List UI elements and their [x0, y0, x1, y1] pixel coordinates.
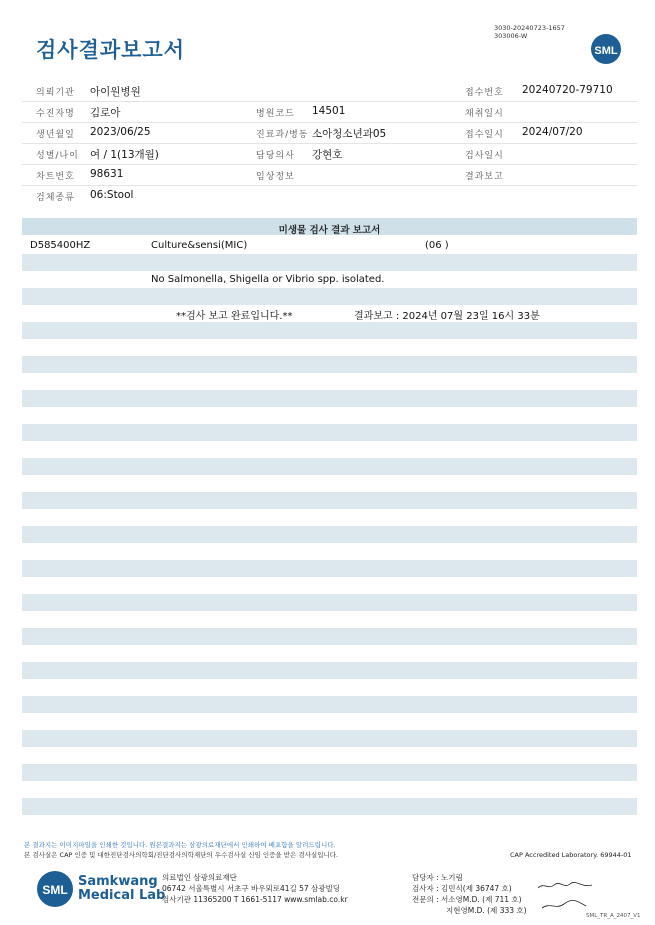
result-row-band: [22, 560, 637, 577]
info-row: [22, 101, 637, 123]
hospital-code-label: 병원코드: [256, 109, 295, 119]
result-row-band: [22, 696, 637, 713]
sex-age-label: 성별/나이: [36, 151, 79, 161]
lab-address-block: [162, 872, 348, 905]
result-row-band: [22, 424, 637, 441]
form-code: SML_TR_A_2407_V1: [586, 913, 641, 919]
receipt-no-value: 20240720-79710: [522, 84, 613, 96]
org-name: 의료법인 삼광의료재단: [162, 873, 237, 882]
clinical-label: 임상정보: [256, 172, 295, 182]
patient-label: 수진자명: [36, 109, 75, 119]
specimen-code: (06 ): [425, 240, 449, 251]
result-row-band: [22, 288, 637, 305]
result-section-title: 미생물 검사 결과 보고서: [278, 225, 381, 236]
info-row: [22, 143, 637, 165]
result-row-band: [22, 594, 637, 611]
result-row-band: [22, 254, 637, 271]
logo-text: SML: [594, 45, 618, 57]
completion-note: **검사 보고 완료입니다.**: [176, 311, 293, 322]
result-row-band: [22, 356, 637, 373]
result-row-band: [22, 390, 637, 407]
tester-signature: [536, 880, 596, 892]
info-row: [22, 164, 637, 186]
hospital-label: 의뢰기관: [36, 88, 75, 98]
brand-line-1: Samkwang: [78, 874, 158, 889]
dept-label: 진료과/병동: [256, 130, 309, 140]
result-row-band: [22, 628, 637, 645]
result-row-band: [22, 526, 637, 543]
staff-specialist-1: 전문의 : 서소영M.D. (제 711 호): [412, 895, 522, 904]
staff-block: [412, 872, 527, 916]
receipt-no-label: 접수번호: [465, 88, 504, 98]
info-row: [22, 185, 637, 206]
specialist-signature: [540, 898, 590, 912]
specimen-value: 06:Stool: [90, 189, 134, 201]
test-date-label: 검사일시: [465, 151, 504, 161]
chart-label: 차트번호: [36, 172, 75, 182]
birth-value: 2023/06/25: [90, 126, 151, 138]
sex-age-value: 여 / 1(13개월): [90, 149, 159, 161]
doctor-value: 강현호: [312, 149, 343, 161]
receipt-date-label: 접수일시: [465, 130, 504, 140]
result-row-band: [22, 662, 637, 679]
brand-line-2: Medical Lab: [78, 888, 166, 903]
footer-logo-text: SML: [42, 883, 68, 897]
doc-id-1: 3030-20240723-1657: [494, 24, 565, 32]
receipt-date-value: 2024/07/20: [522, 126, 583, 138]
info-row: [22, 122, 637, 144]
result-row-band: [22, 730, 637, 747]
doctor-label: 담당의사: [256, 151, 295, 161]
result-row-band: [22, 798, 637, 815]
specimen-label: 검체종류: [36, 193, 75, 203]
contact: 검사기관 11365200 T 1661-5117 www.smlab.co.kr: [162, 895, 348, 904]
result-row-band: [22, 322, 637, 339]
page-title: 검사결과보고서: [36, 38, 186, 62]
staff-specialist-2: 지현영M.D. (제 333 호): [446, 906, 527, 915]
sml-footer-logo: [36, 870, 74, 908]
report-time: 결과보고 : 2024년 07월 23일 16시 33분: [354, 311, 540, 322]
chart-value: 98631: [90, 168, 124, 180]
staff-tester: 검사자 : 김민식(제 36747 호): [412, 884, 512, 893]
birth-label: 생년월일: [36, 130, 75, 140]
document-ids: [494, 25, 565, 40]
info-row: [22, 80, 637, 102]
test-code: D585400HZ: [30, 240, 91, 251]
test-name: Culture&sensi(MIC): [151, 240, 248, 251]
brand-name: [78, 875, 165, 903]
patient-value: 김로아: [90, 107, 121, 119]
doc-id-2: 303006-W: [494, 31, 528, 40]
sml-logo: [590, 33, 622, 65]
address: 06742 서울특별시 서초구 바우뫼로41길 57 삼광빌딩: [162, 884, 341, 893]
image-notice: 본 결과지는 이미지파일을 인쇄한 것입니다. 원본결과지는 삼광의료재단에서 인쇄하여 배포함을 알려드립니다.: [24, 841, 336, 849]
result-finding: No Salmonella, Shigella or Vibrio spp. isolated.: [151, 274, 385, 285]
staff-manager: 담당자 : 노기림: [412, 873, 463, 882]
result-row-band: [22, 458, 637, 475]
dept-value: 소아청소년과05: [312, 128, 387, 140]
cap-accreditation: CAP Accredited Laboratory. 69944-01: [510, 851, 632, 859]
collection-date-label: 채취일시: [465, 109, 504, 119]
result-report-label: 결과보고: [465, 172, 504, 182]
result-row-band: [22, 492, 637, 509]
hospital-value: 아이원병원: [90, 86, 141, 98]
result-row-band: [22, 764, 637, 781]
certification-notice: 본 검사실은 CAP 인증 및 대한진단검사의학회/진단검사의학재단의 우수검사실 신임 인증을 받은 검사실입니다.: [24, 851, 339, 859]
hospital-code-value: 14501: [312, 105, 346, 117]
